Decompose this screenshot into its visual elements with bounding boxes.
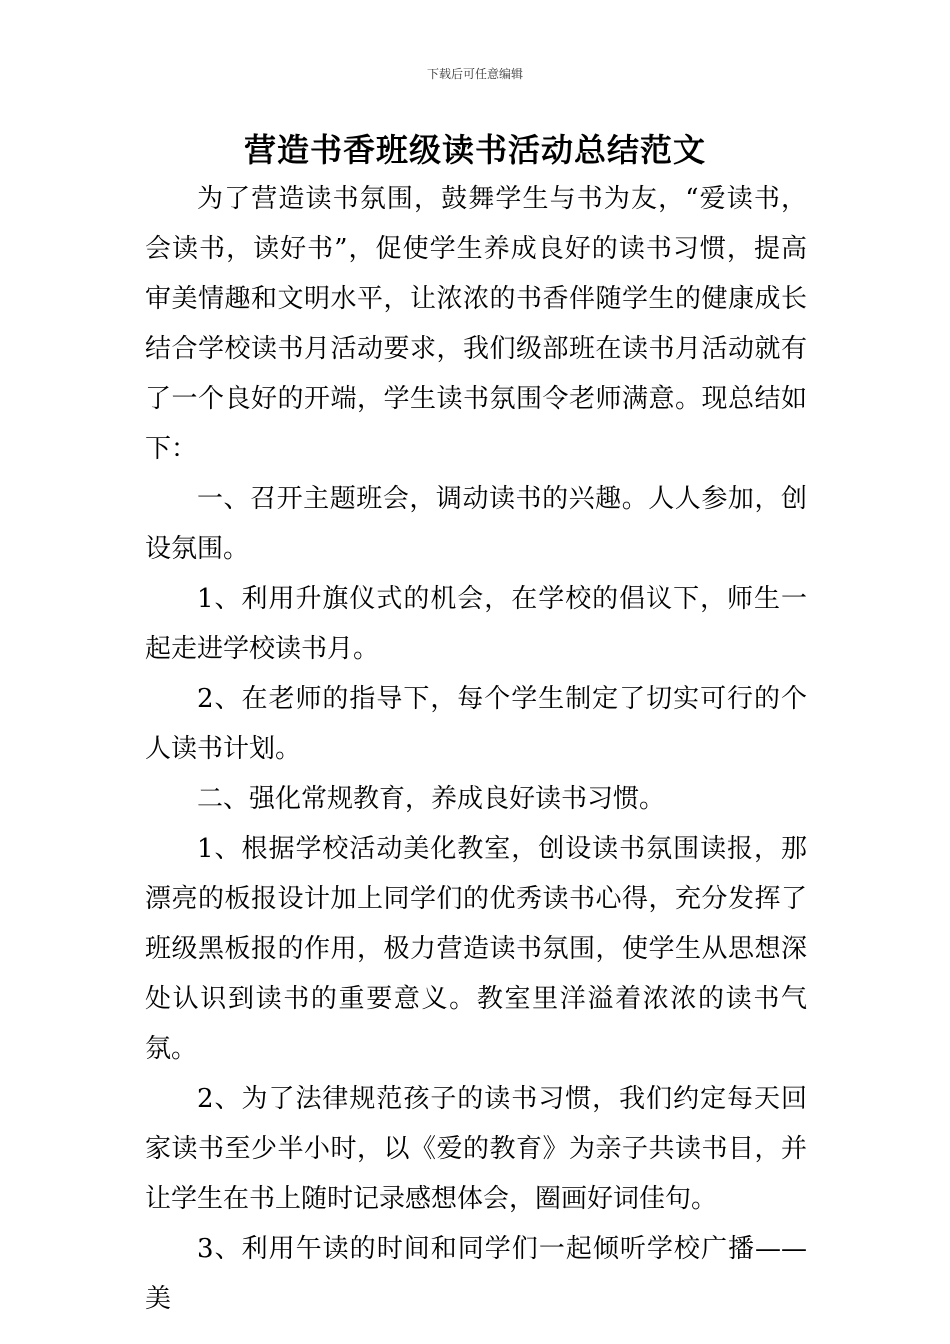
- header-note: 下载后可任意编辑: [426, 67, 523, 81]
- paragraph-section-1-item-1: 1、利用升旗仪式的机会，在学校的倡议下，师生一起走进学校读书月。: [145, 584, 807, 664]
- paragraph-section-2-item-2: 2、为了法律规范孩子的读书习惯，我们约定每天回家读书至少半小时，以《爱的教育》为亲子共读书目，并让学生在书上随时记录感想体会，圈画好词佳句。: [145, 1084, 807, 1214]
- paragraph-section-2-heading: 二、强化常规教育，养成良好读书习惯。: [197, 784, 666, 814]
- document-title: 营造书香班级读书活动总结范文: [243, 131, 706, 169]
- document-body: [145, 174, 807, 1324]
- paragraph-section-2-item-1: 1、根据学校活动美化教室，创设读书氛围读报，那漂亮的板报设计加上同学们的优秀读书心得，充分发挥了班级黑板报的作用，极力营造读书氛围，使学生从思想深处认识到读书的重要意义。教室里洋溢着浓浓的读书气氛。: [145, 834, 807, 1064]
- paragraph-section-2-item-3: 3、利用午读的时间和同学们一起倾听学校广播——美: [145, 1234, 807, 1314]
- paragraph-section-1-item-2: 2、在老师的指导下，每个学生制定了切实可行的个人读书计划。: [145, 684, 807, 764]
- paragraph-section-1-heading: 一、召开主题班会，调动读书的兴趣。人人参加，创设氛围。: [145, 484, 807, 564]
- paragraph-intro: 为了营造读书氛围，鼓舞学生与书为友，“爱读书，会读书，读好书”，促使学生养成良好的读书习惯，提高审美情趣和文明水平，让浓浓的书香伴随学生的健康成长结合学校读书月活动要求，我们级部班在读书月活动就有了一个良好的开端，学生读书氛围令老师满意。现总结如下：: [145, 184, 807, 464]
